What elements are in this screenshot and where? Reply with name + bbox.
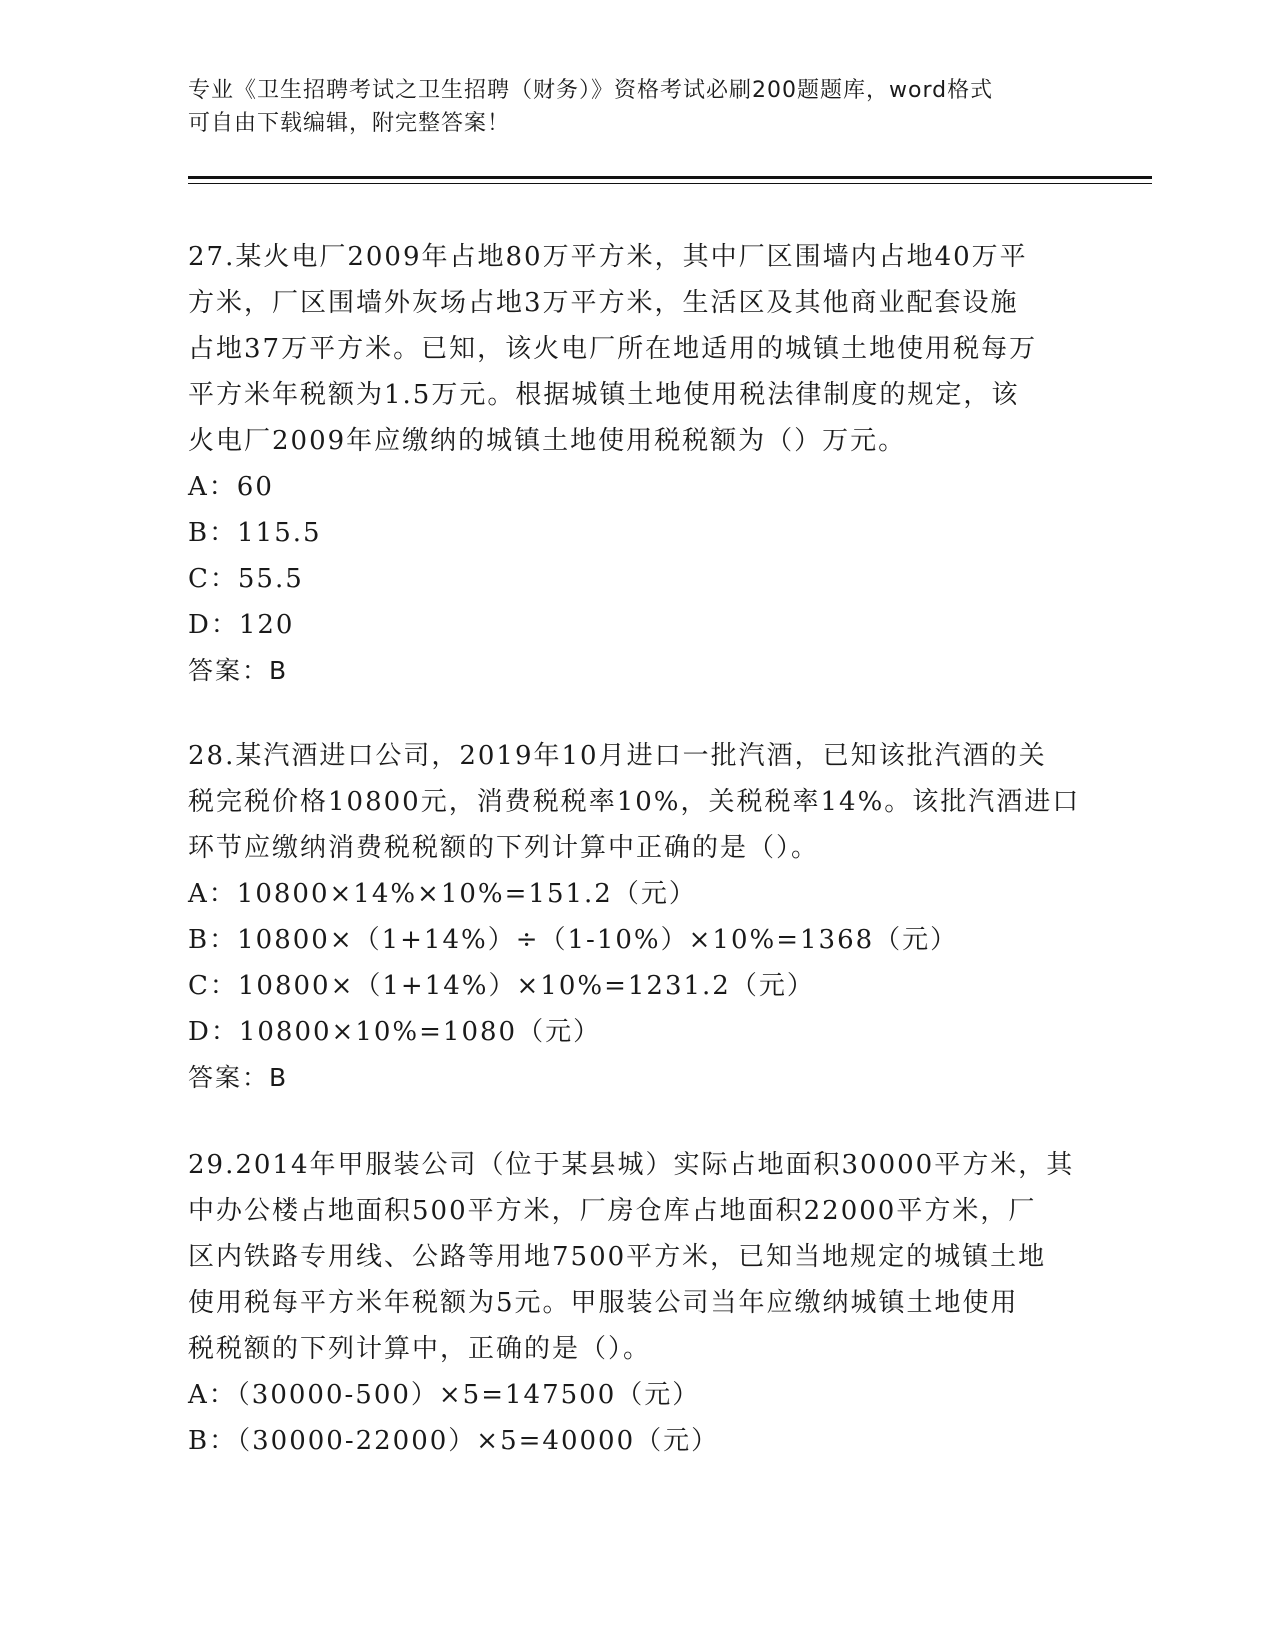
question-27: [188, 234, 1088, 694]
question-stem-line: 区内铁路专用线、公路等用地7500平方米，已知当地规定的城镇土地: [188, 1242, 1047, 1272]
question-stem-line: 方米，厂区围墙外灰场占地3万平方米，生活区及其他商业配套设施: [188, 288, 1019, 318]
question-stem-line: 使用税每平方米年税额为5元。甲服装公司当年应缴纳城镇土地使用: [188, 1288, 1019, 1318]
question-stem-line: 环节应缴纳消费税税额的下列计算中正确的是（）。: [188, 833, 820, 863]
question-stem-line: 税完税价格10800元，消费税税率10%，关税税率14%。该批汽酒进口: [188, 787, 1081, 817]
option-b: B：10800×（1+14%）÷（1-10%）×10%=1368（元）: [188, 925, 959, 955]
answer-line: 答案：B: [188, 1063, 289, 1092]
option-b: B：115.5: [188, 518, 322, 548]
option-d: D：10800×10%=1080（元）: [188, 1017, 602, 1047]
question-29: [188, 1142, 1088, 1464]
header-divider-thick: [188, 176, 1152, 179]
question-stem-line: 28.某汽酒进口公司，2019年10月进口一批汽酒，已知该批汽酒的关: [188, 741, 1047, 771]
option-d: D：120: [188, 610, 295, 640]
header-line-1: 专业《卫生招聘考试之卫生招聘（财务）》资格考试必刷200题题库，word格式: [188, 78, 994, 103]
question-stem-line: 税税额的下列计算中，正确的是（）。: [188, 1334, 652, 1364]
option-a: A：10800×14%×10%=151.2（元）: [188, 879, 697, 909]
option-a: A：（30000-500）×5=147500（元）: [188, 1380, 701, 1410]
question-stem-line: 占地37万平方米。已知，该火电厂所在地适用的城镇土地使用税每万: [188, 334, 1038, 364]
question-stem-line: 29.2014年甲服装公司（位于某县城）实际占地面积30000平方米，其: [188, 1150, 1075, 1180]
question-stem-line: 27.某火电厂2009年占地80万平方米，其中厂区围墙内占地40万平: [188, 242, 1028, 272]
question-stem-line: 中办公楼占地面积500平方米，厂房仓库占地面积22000平方米，厂: [188, 1196, 1037, 1226]
question-28: [188, 733, 1088, 1101]
answer-line: 答案：B: [188, 656, 289, 685]
option-b: B：（30000-22000）×5=40000（元）: [188, 1426, 720, 1456]
question-stem-line: 平方米年税额为1.5万元。根据城镇土地使用税法律制度的规定，该: [188, 380, 1020, 410]
question-stem-line: 火电厂2009年应缴纳的城镇土地使用税税额为（）万元。: [188, 426, 907, 456]
option-a: A：60: [188, 472, 274, 502]
header-divider-thin: [188, 183, 1152, 184]
header-line-2: 可自由下载编辑，附完整答案！: [188, 111, 511, 136]
option-c: C：10800×（1+14%）×10%=1231.2（元）: [188, 971, 815, 1001]
page-header: [188, 74, 1088, 140]
option-c: C：55.5: [188, 564, 304, 594]
